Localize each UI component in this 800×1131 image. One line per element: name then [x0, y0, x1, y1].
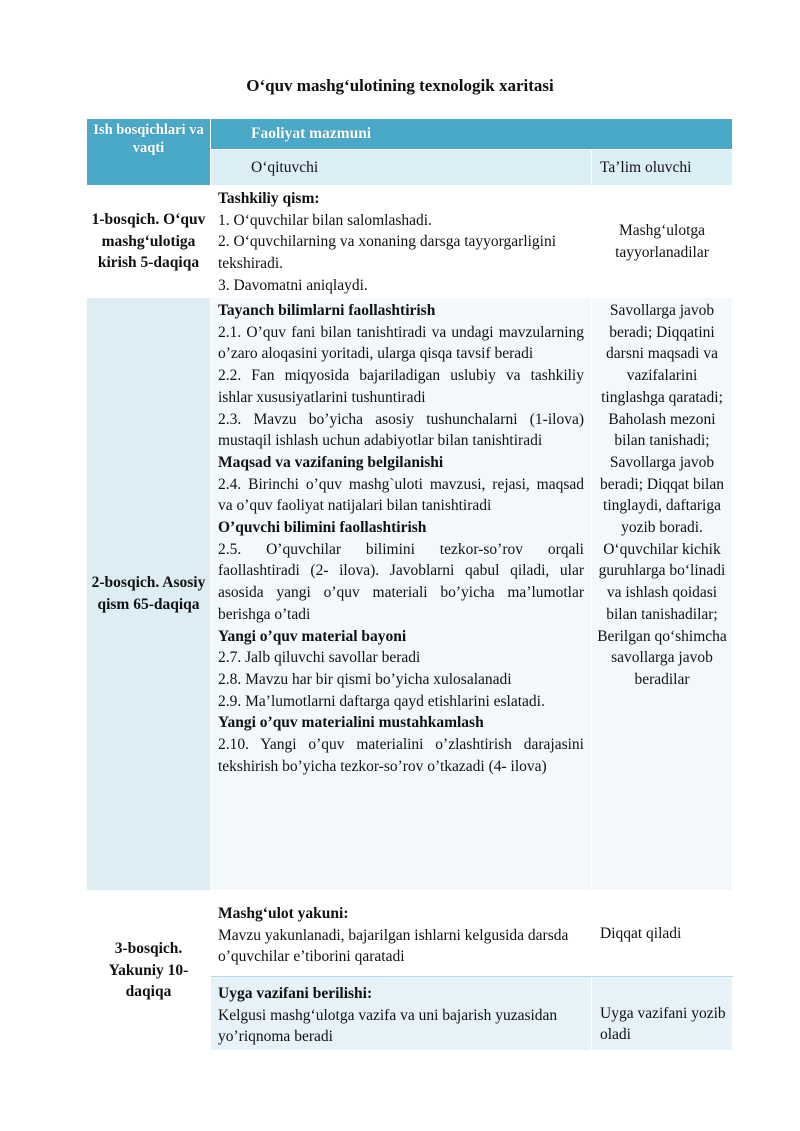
section-heading: Yangi o’quv material bayoni — [218, 627, 407, 645]
activity-item: 2.5. O’quvchilar bilimini tezkor-so’rov orqali faollashtiradi (2- ilova). Javoblarni qabul qiladi, ular asosida yangi o’quv materiali bo’yicha ma’lumotlar berishga o’tadi — [218, 540, 584, 623]
header-teacher: O‘qituvchi — [211, 150, 592, 186]
header-content: Faoliyat mazmuni — [211, 119, 733, 150]
activity-item: 2.9. Ma’lumotlarni daftarga qayd etishlarini eslatadi. — [218, 692, 545, 710]
stage2-student: Savollarga javob beradi; Diqqatini darsni maqsadi va vazifalarini tinglashga qaratadi; Baholash mezoni bilan tanishadi; Savollarga javob beradi; Diqqat bilan tinglaydi, daftariga yozib boradi. O‘quvchilar kichik guruhlarga bo‘linadi va ishlash qoidasi bilan tanishadilar; Berilgan qo‘shimcha savollarga javob beradilar — [592, 298, 733, 891]
page-title: O‘quv mashg‘ulotining texnologik xaritasi — [246, 76, 554, 95]
stage1-item: 1. O‘quvchilar bilan salomlashadi. — [218, 211, 432, 229]
activity-item: Mavzu yakunlanadi, bajarilgan ishlarni kelgusida darsda o’quvchilar e’tiborini qaratadi — [218, 926, 569, 966]
technology-map-table — [86, 118, 733, 1051]
activity-item: 2.7. Jalb qiluvchi savollar beradi — [218, 649, 421, 667]
stage3-label: 3-bosqich. Yakuniy 10-daqiqa — [87, 891, 211, 1051]
section-heading: Yangi o’quv materialini mustahkamlash — [218, 714, 484, 732]
stage2-teacher — [211, 298, 592, 891]
activity-item: Kelgusi mashg‘ulotga vazifa va uni bajarish yuzasidan yo’riqnoma beradi — [218, 1006, 558, 1046]
section-heading: Maqsad va vazifaning belgilanishi — [218, 453, 444, 471]
stage3-homework — [211, 977, 592, 1051]
stage1-item: 2. O‘quvchilarning va xonaning darsga tayyorgarligini tekshiradi. — [218, 233, 557, 273]
stage2-label: 2-bosqich. Asosiy qism 65-daqiqa — [87, 298, 211, 891]
activity-item: 2.8. Mavzu har bir qismi bo’yicha xulosalanadi — [218, 670, 512, 688]
stage1-item: 3. Davomatni aniqlaydi. — [218, 276, 368, 294]
header-student: Ta’lim oluvchi — [592, 150, 733, 186]
stage1-heading: Tashkiliy qism: — [218, 190, 320, 207]
stage3-summary — [211, 891, 592, 977]
stage1-teacher — [211, 186, 592, 298]
section-heading: O’quvchi bilimini faollashtirish — [218, 519, 427, 537]
activity-item: 2.3. Mavzu bo’yicha asosiy tushunchalarni (1-ilova) mustaqil ishlash uchun adabiyotlar bilan tanishtiradi — [218, 410, 584, 450]
stage3-student-summary: Diqqat qiladi — [592, 891, 733, 977]
stage3-student-homework: Uyga vazifani yozib oladi — [592, 977, 733, 1051]
header-stage: Ish bosqichlari va vaqti — [87, 119, 211, 186]
section-heading: Uyga vazifani berilishi: — [218, 985, 373, 1002]
activity-item: 2.4. Birinchi o’quv mashg`uloti mavzusi, rejasi, maqsad va o’quv faoliyat natijalari bilan tanishtiradi — [218, 475, 584, 515]
activity-item: 2.10. Yangi o’quv materialini o’zlashtirish darajasini tekshirish bo’yicha tezkor-so’rov o’tkazadi (4- ilova) — [218, 736, 584, 775]
section-heading: Tayanch bilimlarni faollashtirish — [218, 302, 436, 319]
stage1-student: Mashg‘ulotga tayyorlanadilar — [592, 186, 733, 298]
activity-item: 2.2. Fan miqyosida bajariladigan uslubiy va tashkiliy ishlar xususiyatlarini tushuntiradi — [218, 367, 584, 406]
activity-item: 2.1. O’quv fani bilan tanishtiradi va undagi mavzularning o’zaro aloqasini yoritadi, ularga qisqa tavsif beradi — [218, 323, 584, 363]
stage1-label: 1-bosqich. O‘quv mashg‘ulotiga kirish 5-daqiqa — [87, 186, 211, 298]
section-heading: Mashg‘ulot yakuni: — [218, 904, 349, 922]
